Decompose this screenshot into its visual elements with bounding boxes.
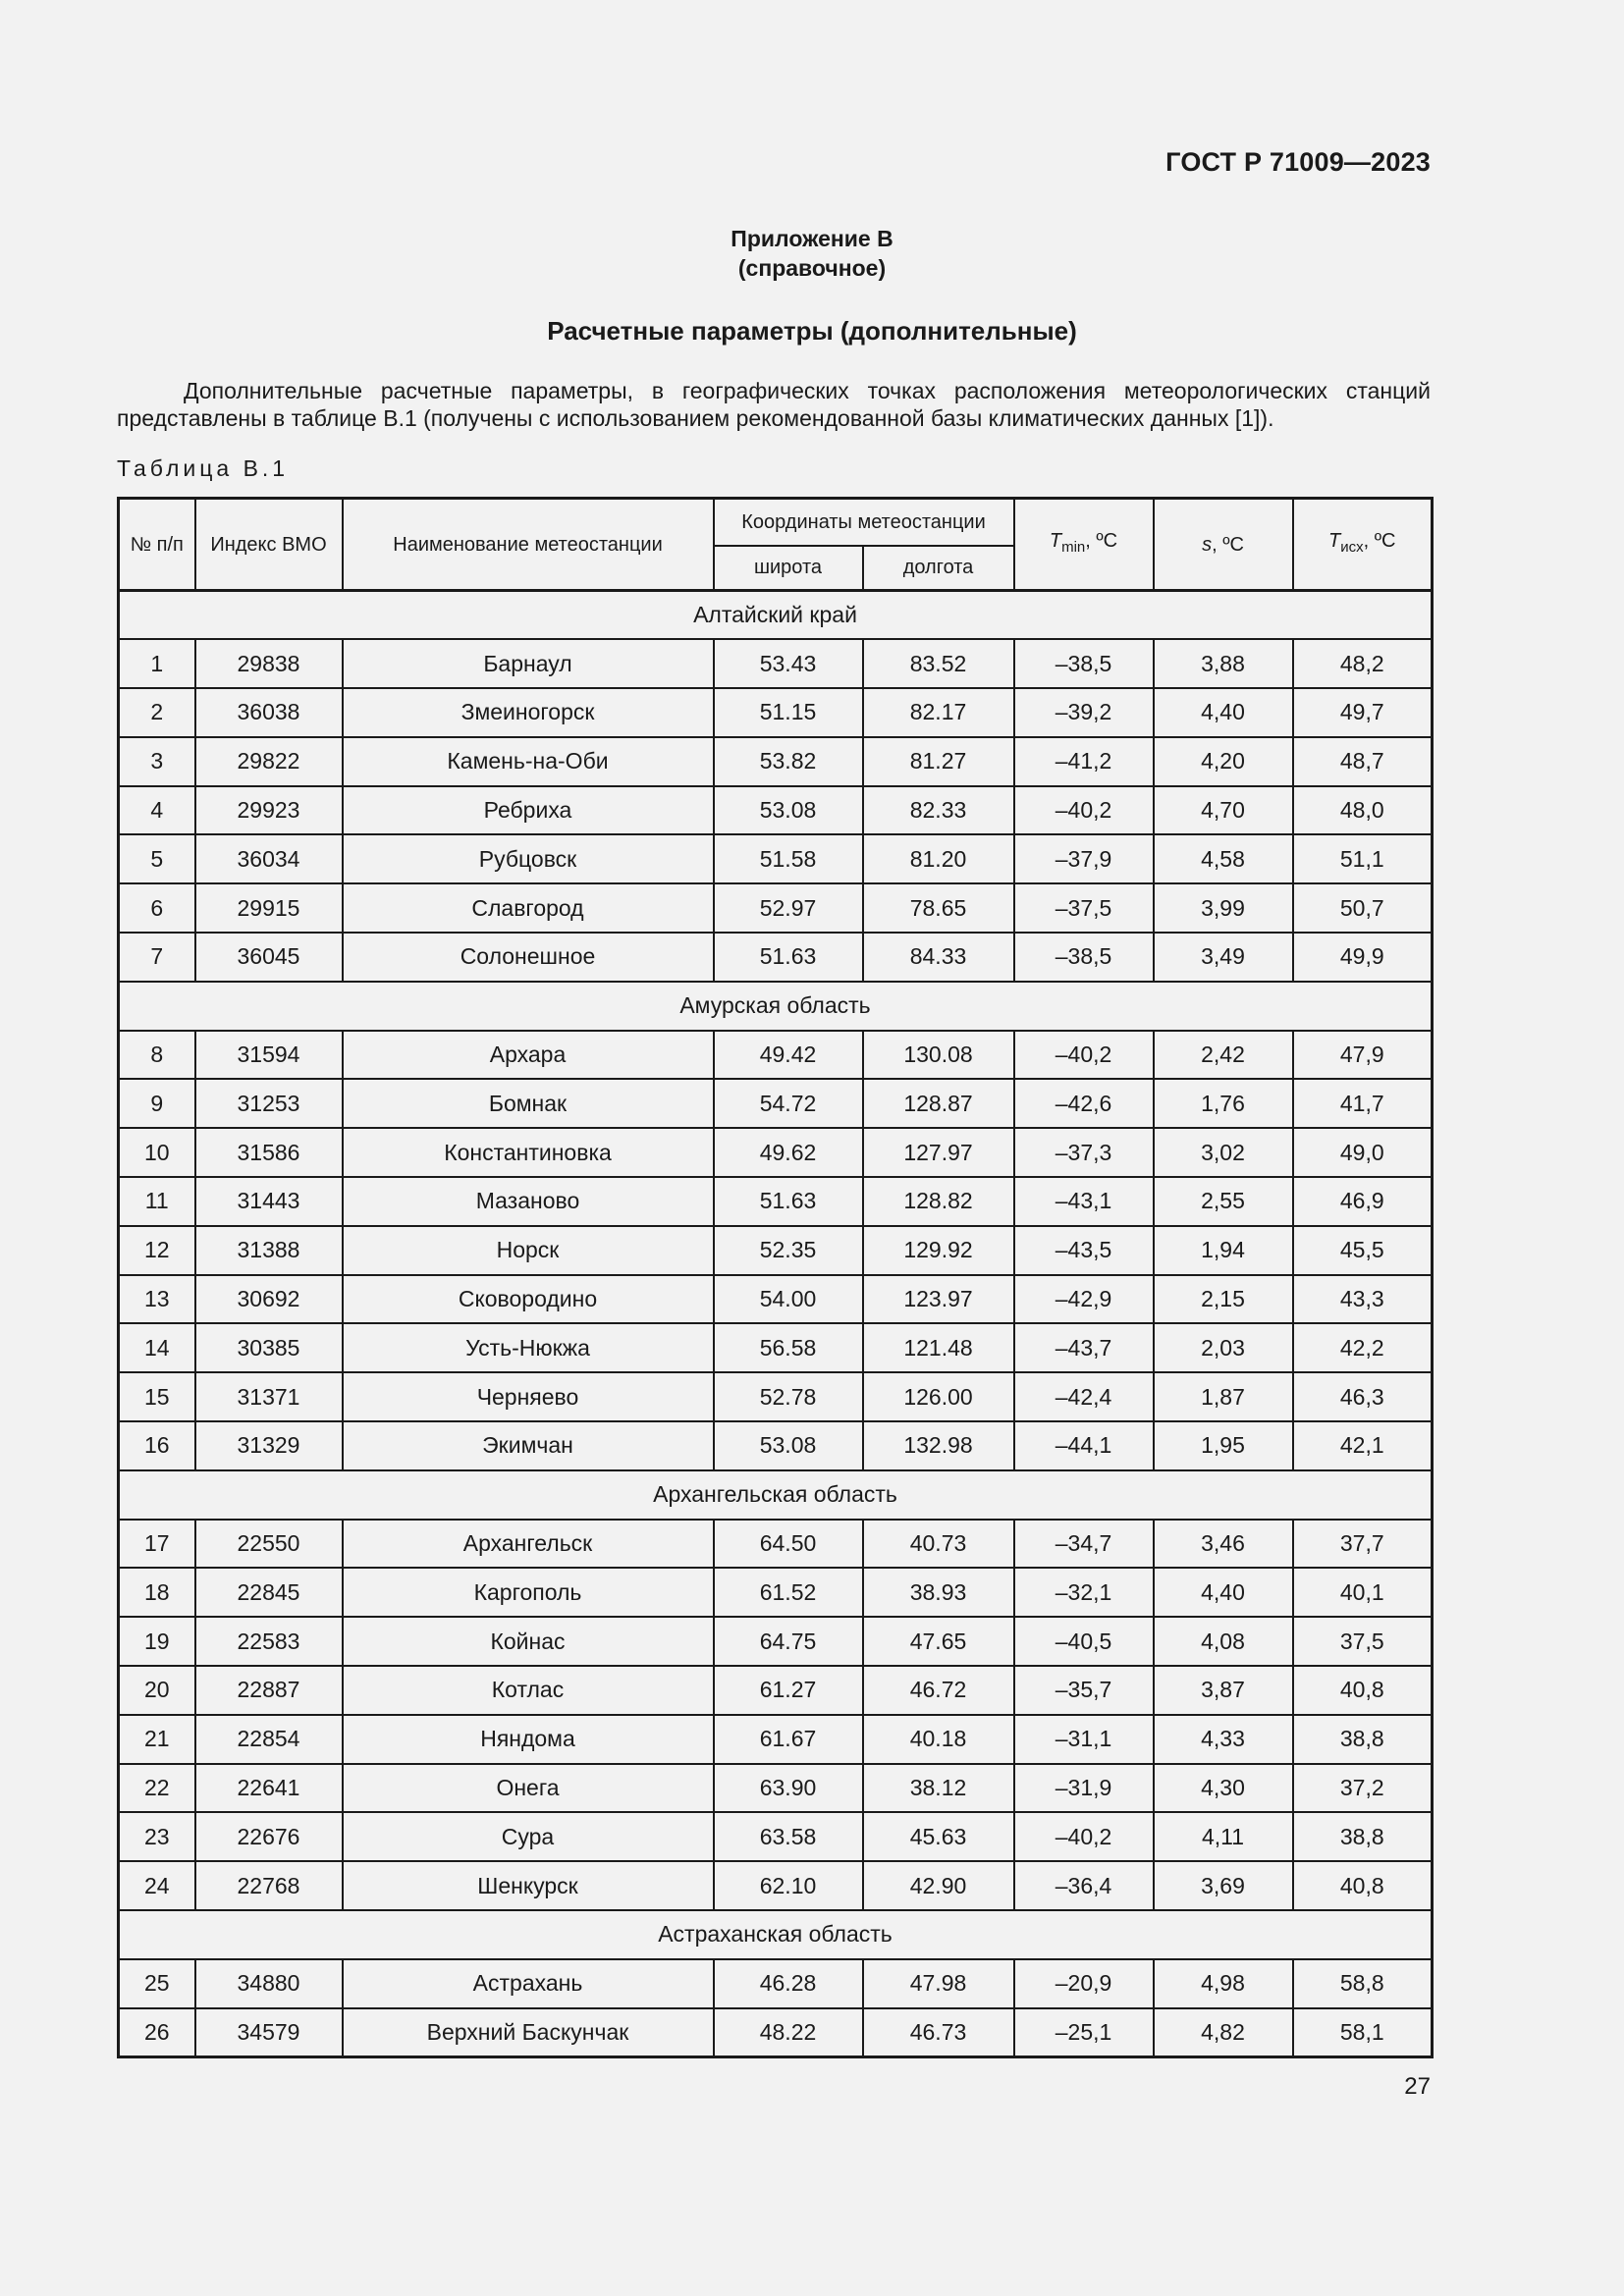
row-wmo: 31371 bbox=[195, 1372, 343, 1421]
intro-paragraph: Дополнительные расчетные параметры, в географических точках расположения метеорологических станций представлены в таблице В.1 (получены с использованием рекомендованной базы климатических данных [1]). bbox=[117, 378, 1431, 431]
row-num: 13 bbox=[119, 1275, 195, 1324]
row-wmo: 22845 bbox=[195, 1568, 343, 1617]
row-lon: 38.93 bbox=[863, 1568, 1014, 1617]
row-tmin: –37,3 bbox=[1014, 1128, 1154, 1177]
row-num: 14 bbox=[119, 1323, 195, 1372]
row-tisx: 43,3 bbox=[1293, 1275, 1433, 1324]
row-tisx: 41,7 bbox=[1293, 1079, 1433, 1128]
row-lat: 53.82 bbox=[714, 737, 863, 786]
row-s: 4,08 bbox=[1154, 1617, 1293, 1666]
row-wmo: 36034 bbox=[195, 834, 343, 883]
row-tisx: 48,2 bbox=[1293, 639, 1433, 688]
region-name: Архангельская область bbox=[119, 1470, 1433, 1520]
row-tmin: –40,2 bbox=[1014, 1031, 1154, 1080]
row-tisx: 46,9 bbox=[1293, 1177, 1433, 1226]
row-tisx: 37,2 bbox=[1293, 1764, 1433, 1813]
row-lon: 82.17 bbox=[863, 688, 1014, 737]
row-num: 17 bbox=[119, 1520, 195, 1569]
row-lon: 132.98 bbox=[863, 1421, 1014, 1470]
row-wmo: 22768 bbox=[195, 1861, 343, 1910]
table-row bbox=[119, 1617, 1433, 1666]
row-s: 4,30 bbox=[1154, 1764, 1293, 1813]
table-row bbox=[119, 933, 1433, 982]
row-wmo: 34880 bbox=[195, 1959, 343, 2008]
row-wmo: 31594 bbox=[195, 1031, 343, 1080]
row-station: Койнас bbox=[343, 1617, 714, 1666]
row-station: Экимчан bbox=[343, 1421, 714, 1470]
row-tisx: 49,0 bbox=[1293, 1128, 1433, 1177]
row-tmin: –31,1 bbox=[1014, 1715, 1154, 1764]
row-lat: 51.63 bbox=[714, 933, 863, 982]
row-tisx: 42,1 bbox=[1293, 1421, 1433, 1470]
table-row bbox=[119, 1372, 1433, 1421]
row-s: 4,58 bbox=[1154, 834, 1293, 883]
row-tmin: –40,5 bbox=[1014, 1617, 1154, 1666]
row-lon: 42.90 bbox=[863, 1861, 1014, 1910]
row-tisx: 46,3 bbox=[1293, 1372, 1433, 1421]
row-lon: 81.27 bbox=[863, 737, 1014, 786]
row-station: Сура bbox=[343, 1812, 714, 1861]
row-lat: 51.15 bbox=[714, 688, 863, 737]
table-row bbox=[119, 688, 1433, 737]
row-wmo: 29915 bbox=[195, 883, 343, 933]
row-tisx: 40,8 bbox=[1293, 1666, 1433, 1715]
row-num: 3 bbox=[119, 737, 195, 786]
appendix-title: Приложение В bbox=[731, 226, 893, 251]
row-num: 24 bbox=[119, 1861, 195, 1910]
row-station: Шенкурск bbox=[343, 1861, 714, 1910]
row-lat: 54.72 bbox=[714, 1079, 863, 1128]
row-num: 16 bbox=[119, 1421, 195, 1470]
row-wmo: 30385 bbox=[195, 1323, 343, 1372]
row-station: Усть-Нюкжа bbox=[343, 1323, 714, 1372]
row-tisx: 42,2 bbox=[1293, 1323, 1433, 1372]
row-s: 4,70 bbox=[1154, 786, 1293, 835]
row-lat: 61.67 bbox=[714, 1715, 863, 1764]
row-station: Норск bbox=[343, 1226, 714, 1275]
row-num: 15 bbox=[119, 1372, 195, 1421]
row-s: 4,40 bbox=[1154, 688, 1293, 737]
row-station: Сковородино bbox=[343, 1275, 714, 1324]
tisx-subscript: исх bbox=[1340, 539, 1364, 556]
tmin-subscript: min bbox=[1061, 539, 1086, 556]
table-row bbox=[119, 639, 1433, 688]
row-station: Архангельск bbox=[343, 1520, 714, 1569]
region-row bbox=[119, 591, 1433, 640]
row-num: 4 bbox=[119, 786, 195, 835]
row-s: 4,11 bbox=[1154, 1812, 1293, 1861]
row-lat: 48.22 bbox=[714, 2008, 863, 2057]
row-lat: 51.63 bbox=[714, 1177, 863, 1226]
row-s: 2,55 bbox=[1154, 1177, 1293, 1226]
row-wmo: 29822 bbox=[195, 737, 343, 786]
row-wmo: 22641 bbox=[195, 1764, 343, 1813]
row-station: Змеиногорск bbox=[343, 688, 714, 737]
region-row bbox=[119, 1910, 1433, 1959]
table-row bbox=[119, 1764, 1433, 1813]
row-num: 5 bbox=[119, 834, 195, 883]
row-station: Астрахань bbox=[343, 1959, 714, 2008]
row-lon: 130.08 bbox=[863, 1031, 1014, 1080]
row-num: 22 bbox=[119, 1764, 195, 1813]
row-tmin: –34,7 bbox=[1014, 1520, 1154, 1569]
row-tisx: 58,1 bbox=[1293, 2008, 1433, 2057]
row-lon: 83.52 bbox=[863, 639, 1014, 688]
row-lon: 123.97 bbox=[863, 1275, 1014, 1324]
row-tmin: –32,1 bbox=[1014, 1568, 1154, 1617]
row-num: 23 bbox=[119, 1812, 195, 1861]
tmin-symbol: T bbox=[1049, 530, 1062, 552]
row-lat: 63.58 bbox=[714, 1812, 863, 1861]
row-tmin: –42,9 bbox=[1014, 1275, 1154, 1324]
table-row bbox=[119, 1323, 1433, 1372]
table-row bbox=[119, 1177, 1433, 1226]
row-s: 1,94 bbox=[1154, 1226, 1293, 1275]
table-row bbox=[119, 1031, 1433, 1080]
row-s: 3,88 bbox=[1154, 639, 1293, 688]
table-header bbox=[119, 499, 1433, 591]
row-lon: 47.98 bbox=[863, 1959, 1014, 2008]
col-header-tmin bbox=[1014, 499, 1154, 591]
row-station: Онега bbox=[343, 1764, 714, 1813]
row-lat: 56.58 bbox=[714, 1323, 863, 1372]
row-wmo: 34579 bbox=[195, 2008, 343, 2057]
row-num: 11 bbox=[119, 1177, 195, 1226]
col-header-wmo: Индекс ВМО bbox=[195, 499, 343, 591]
table-row bbox=[119, 1568, 1433, 1617]
table-row bbox=[119, 2008, 1433, 2057]
row-lon: 129.92 bbox=[863, 1226, 1014, 1275]
row-lon: 46.73 bbox=[863, 2008, 1014, 2057]
region-name: Амурская область bbox=[119, 982, 1433, 1031]
standard-code: ГОСТ Р 71009—2023 bbox=[1165, 147, 1431, 177]
col-header-s bbox=[1154, 499, 1293, 591]
row-lon: 82.33 bbox=[863, 786, 1014, 835]
row-tisx: 49,7 bbox=[1293, 688, 1433, 737]
row-lon: 47.65 bbox=[863, 1617, 1014, 1666]
row-lon: 46.72 bbox=[863, 1666, 1014, 1715]
row-tmin: –43,7 bbox=[1014, 1323, 1154, 1372]
row-lon: 38.12 bbox=[863, 1764, 1014, 1813]
row-wmo: 31586 bbox=[195, 1128, 343, 1177]
table-row bbox=[119, 1275, 1433, 1324]
row-wmo: 30692 bbox=[195, 1275, 343, 1324]
row-s: 1,76 bbox=[1154, 1079, 1293, 1128]
row-station: Мазаново bbox=[343, 1177, 714, 1226]
row-s: 3,87 bbox=[1154, 1666, 1293, 1715]
row-station: Черняево bbox=[343, 1372, 714, 1421]
row-lat: 64.75 bbox=[714, 1617, 863, 1666]
row-wmo: 29838 bbox=[195, 639, 343, 688]
table-row bbox=[119, 883, 1433, 933]
row-tisx: 49,9 bbox=[1293, 933, 1433, 982]
row-tmin: –42,4 bbox=[1014, 1372, 1154, 1421]
row-lat: 62.10 bbox=[714, 1861, 863, 1910]
region-row bbox=[119, 1470, 1433, 1520]
s-unit: , ºC bbox=[1212, 533, 1244, 556]
row-wmo: 31253 bbox=[195, 1079, 343, 1128]
row-station: Солонешное bbox=[343, 933, 714, 982]
tisx-unit: , ºC bbox=[1363, 530, 1396, 552]
row-lon: 84.33 bbox=[863, 933, 1014, 982]
row-lon: 128.87 bbox=[863, 1079, 1014, 1128]
row-station: Ребриха bbox=[343, 786, 714, 835]
row-station: Константиновка bbox=[343, 1128, 714, 1177]
row-tisx: 40,1 bbox=[1293, 1568, 1433, 1617]
row-num: 7 bbox=[119, 933, 195, 982]
row-tisx: 37,7 bbox=[1293, 1520, 1433, 1569]
row-tmin: –37,5 bbox=[1014, 883, 1154, 933]
region-name: Астраханская область bbox=[119, 1910, 1433, 1959]
row-lon: 40.18 bbox=[863, 1715, 1014, 1764]
row-tisx: 48,0 bbox=[1293, 786, 1433, 835]
row-lat: 53.08 bbox=[714, 1421, 863, 1470]
row-tmin: –44,1 bbox=[1014, 1421, 1154, 1470]
row-num: 2 bbox=[119, 688, 195, 737]
row-lat: 51.58 bbox=[714, 834, 863, 883]
row-lon: 45.63 bbox=[863, 1812, 1014, 1861]
row-tisx: 40,8 bbox=[1293, 1861, 1433, 1910]
row-lat: 52.78 bbox=[714, 1372, 863, 1421]
row-num: 6 bbox=[119, 883, 195, 933]
row-tisx: 50,7 bbox=[1293, 883, 1433, 933]
table-row bbox=[119, 1226, 1433, 1275]
climate-parameters-table bbox=[117, 497, 1434, 2058]
col-header-station: Наименование метеостанции bbox=[343, 499, 714, 591]
row-lat: 61.27 bbox=[714, 1666, 863, 1715]
section-title: Расчетные параметры (дополнительные) bbox=[547, 316, 1077, 346]
table-row bbox=[119, 1128, 1433, 1177]
tisx-symbol: T bbox=[1328, 530, 1341, 552]
col-header-lat: широта bbox=[714, 546, 863, 591]
row-lat: 52.97 bbox=[714, 883, 863, 933]
row-s: 2,03 bbox=[1154, 1323, 1293, 1372]
row-lon: 128.82 bbox=[863, 1177, 1014, 1226]
row-num: 8 bbox=[119, 1031, 195, 1080]
row-lat: 64.50 bbox=[714, 1520, 863, 1569]
row-s: 3,99 bbox=[1154, 883, 1293, 933]
row-wmo: 22583 bbox=[195, 1617, 343, 1666]
row-tmin: –40,2 bbox=[1014, 1812, 1154, 1861]
row-wmo: 36038 bbox=[195, 688, 343, 737]
row-tmin: –38,5 bbox=[1014, 639, 1154, 688]
row-num: 9 bbox=[119, 1079, 195, 1128]
row-s: 3,69 bbox=[1154, 1861, 1293, 1910]
row-tisx: 48,7 bbox=[1293, 737, 1433, 786]
col-header-tisx bbox=[1293, 499, 1433, 591]
table-row bbox=[119, 1715, 1433, 1764]
row-num: 20 bbox=[119, 1666, 195, 1715]
row-tisx: 38,8 bbox=[1293, 1812, 1433, 1861]
col-header-coords: Координаты метеостанции bbox=[714, 499, 1014, 546]
row-wmo: 31388 bbox=[195, 1226, 343, 1275]
table-row bbox=[119, 1812, 1433, 1861]
row-tmin: –25,1 bbox=[1014, 2008, 1154, 2057]
row-tmin: –38,5 bbox=[1014, 933, 1154, 982]
row-tmin: –43,1 bbox=[1014, 1177, 1154, 1226]
row-station: Няндома bbox=[343, 1715, 714, 1764]
table-caption: Таблица В.1 bbox=[117, 455, 290, 481]
s-symbol: s bbox=[1202, 533, 1213, 556]
row-lon: 126.00 bbox=[863, 1372, 1014, 1421]
row-tmin: –36,4 bbox=[1014, 1861, 1154, 1910]
row-s: 4,98 bbox=[1154, 1959, 1293, 2008]
row-lon: 81.20 bbox=[863, 834, 1014, 883]
row-tmin: –40,2 bbox=[1014, 786, 1154, 835]
row-num: 19 bbox=[119, 1617, 195, 1666]
row-s: 1,95 bbox=[1154, 1421, 1293, 1470]
row-lon: 78.65 bbox=[863, 883, 1014, 933]
row-s: 2,42 bbox=[1154, 1031, 1293, 1080]
table-row bbox=[119, 1421, 1433, 1470]
row-wmo: 22854 bbox=[195, 1715, 343, 1764]
row-lat: 54.00 bbox=[714, 1275, 863, 1324]
appendix-subtitle: (справочное) bbox=[737, 255, 887, 281]
row-num: 21 bbox=[119, 1715, 195, 1764]
row-tmin: –20,9 bbox=[1014, 1959, 1154, 2008]
row-s: 4,82 bbox=[1154, 2008, 1293, 2057]
row-tmin: –41,2 bbox=[1014, 737, 1154, 786]
row-lon: 127.97 bbox=[863, 1128, 1014, 1177]
row-tmin: –37,9 bbox=[1014, 834, 1154, 883]
table-body bbox=[119, 591, 1433, 2057]
row-lat: 63.90 bbox=[714, 1764, 863, 1813]
row-tmin: –35,7 bbox=[1014, 1666, 1154, 1715]
row-lat: 53.43 bbox=[714, 639, 863, 688]
row-s: 3,02 bbox=[1154, 1128, 1293, 1177]
row-tmin: –43,5 bbox=[1014, 1226, 1154, 1275]
row-station: Каргополь bbox=[343, 1568, 714, 1617]
row-num: 1 bbox=[119, 639, 195, 688]
table-row bbox=[119, 1861, 1433, 1910]
row-tisx: 58,8 bbox=[1293, 1959, 1433, 2008]
tmin-unit: , ºC bbox=[1085, 530, 1118, 552]
row-s: 2,15 bbox=[1154, 1275, 1293, 1324]
row-lon: 40.73 bbox=[863, 1520, 1014, 1569]
table-row bbox=[119, 834, 1433, 883]
row-tisx: 47,9 bbox=[1293, 1031, 1433, 1080]
appendix-heading bbox=[0, 224, 1624, 283]
row-wmo: 31329 bbox=[195, 1421, 343, 1470]
row-tisx: 51,1 bbox=[1293, 834, 1433, 883]
row-station: Верхний Баскунчак bbox=[343, 2008, 714, 2057]
row-wmo: 29923 bbox=[195, 786, 343, 835]
col-header-lon: долгота bbox=[863, 546, 1014, 591]
row-num: 12 bbox=[119, 1226, 195, 1275]
row-s: 3,49 bbox=[1154, 933, 1293, 982]
row-tisx: 38,8 bbox=[1293, 1715, 1433, 1764]
row-lat: 53.08 bbox=[714, 786, 863, 835]
table-row bbox=[119, 737, 1433, 786]
row-lat: 46.28 bbox=[714, 1959, 863, 2008]
row-lat: 52.35 bbox=[714, 1226, 863, 1275]
row-num: 18 bbox=[119, 1568, 195, 1617]
row-lat: 61.52 bbox=[714, 1568, 863, 1617]
row-num: 26 bbox=[119, 2008, 195, 2057]
row-num: 25 bbox=[119, 1959, 195, 2008]
col-header-num: № п/п bbox=[119, 499, 195, 591]
table-row bbox=[119, 1959, 1433, 2008]
row-station: Камень-на-Оби bbox=[343, 737, 714, 786]
row-tisx: 45,5 bbox=[1293, 1226, 1433, 1275]
row-station: Котлас bbox=[343, 1666, 714, 1715]
row-wmo: 22676 bbox=[195, 1812, 343, 1861]
page-number: 27 bbox=[1404, 2073, 1431, 2100]
row-lon: 121.48 bbox=[863, 1323, 1014, 1372]
row-station: Славгород bbox=[343, 883, 714, 933]
table-row bbox=[119, 1666, 1433, 1715]
region-name: Алтайский край bbox=[119, 591, 1433, 640]
row-wmo: 22887 bbox=[195, 1666, 343, 1715]
row-tmin: –42,6 bbox=[1014, 1079, 1154, 1128]
row-tmin: –39,2 bbox=[1014, 688, 1154, 737]
row-wmo: 36045 bbox=[195, 933, 343, 982]
region-row bbox=[119, 982, 1433, 1031]
row-s: 3,46 bbox=[1154, 1520, 1293, 1569]
row-tisx: 37,5 bbox=[1293, 1617, 1433, 1666]
row-station: Рубцовск bbox=[343, 834, 714, 883]
row-s: 1,87 bbox=[1154, 1372, 1293, 1421]
row-station: Архара bbox=[343, 1031, 714, 1080]
table-row bbox=[119, 1520, 1433, 1569]
row-wmo: 31443 bbox=[195, 1177, 343, 1226]
row-num: 10 bbox=[119, 1128, 195, 1177]
row-station: Бомнак bbox=[343, 1079, 714, 1128]
table-row bbox=[119, 1079, 1433, 1128]
row-station: Барнаул bbox=[343, 639, 714, 688]
table-row bbox=[119, 786, 1433, 835]
row-tmin: –31,9 bbox=[1014, 1764, 1154, 1813]
row-s: 4,33 bbox=[1154, 1715, 1293, 1764]
row-s: 4,20 bbox=[1154, 737, 1293, 786]
row-wmo: 22550 bbox=[195, 1520, 343, 1569]
row-s: 4,40 bbox=[1154, 1568, 1293, 1617]
row-lat: 49.62 bbox=[714, 1128, 863, 1177]
row-lat: 49.42 bbox=[714, 1031, 863, 1080]
